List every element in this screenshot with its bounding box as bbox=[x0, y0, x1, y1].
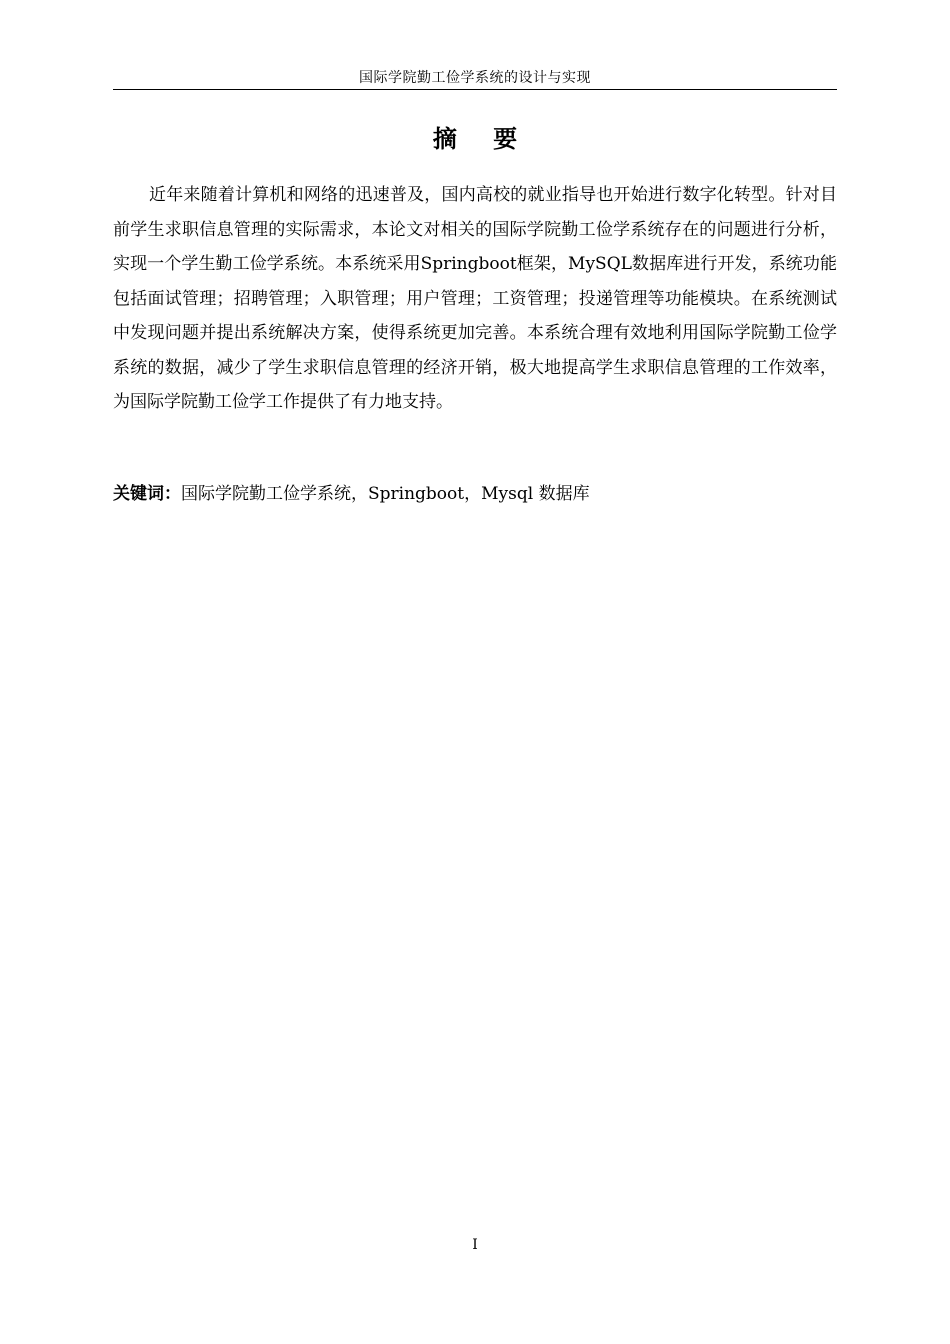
page-number: I bbox=[472, 1237, 478, 1253]
running-header: 国际学院勤工俭学系统的设计与实现 bbox=[359, 70, 591, 86]
keywords-text: 国际学院勤工俭学系统，Springboot，Mysql 数据库 bbox=[181, 484, 590, 504]
keywords-line bbox=[113, 477, 837, 511]
header-rule bbox=[113, 89, 837, 90]
abstract-title: 摘 要 bbox=[432, 125, 532, 153]
keywords-label: 关键词： bbox=[113, 484, 181, 504]
abstract-body: 近年来随着计算机和网络的迅速普及，国内高校的就业指导也开始进行数字化转型。针对目前学生求职信息管理的实际需求，本论文对相关的国际学院勤工俭学系统存在的问题进行分析，实现一个学生勤工俭学系统。本系统采用Springboot框架，MySQL数据库进行开发，系统功能包括面试管理；招聘管理；入职管理；用户管理；工资管理；投递管理等功能模块。在系统测试中发现问题并提出系统解决方案，使得系统更加完善。本系统合理有效地利用国际学院勤工俭学系统的数据，减少了学生求职信息管理的经济开销，极大地提高学生求职信息管理的工作效率，为国际学院勤工俭学工作提供了有力地支持。 bbox=[113, 185, 837, 412]
